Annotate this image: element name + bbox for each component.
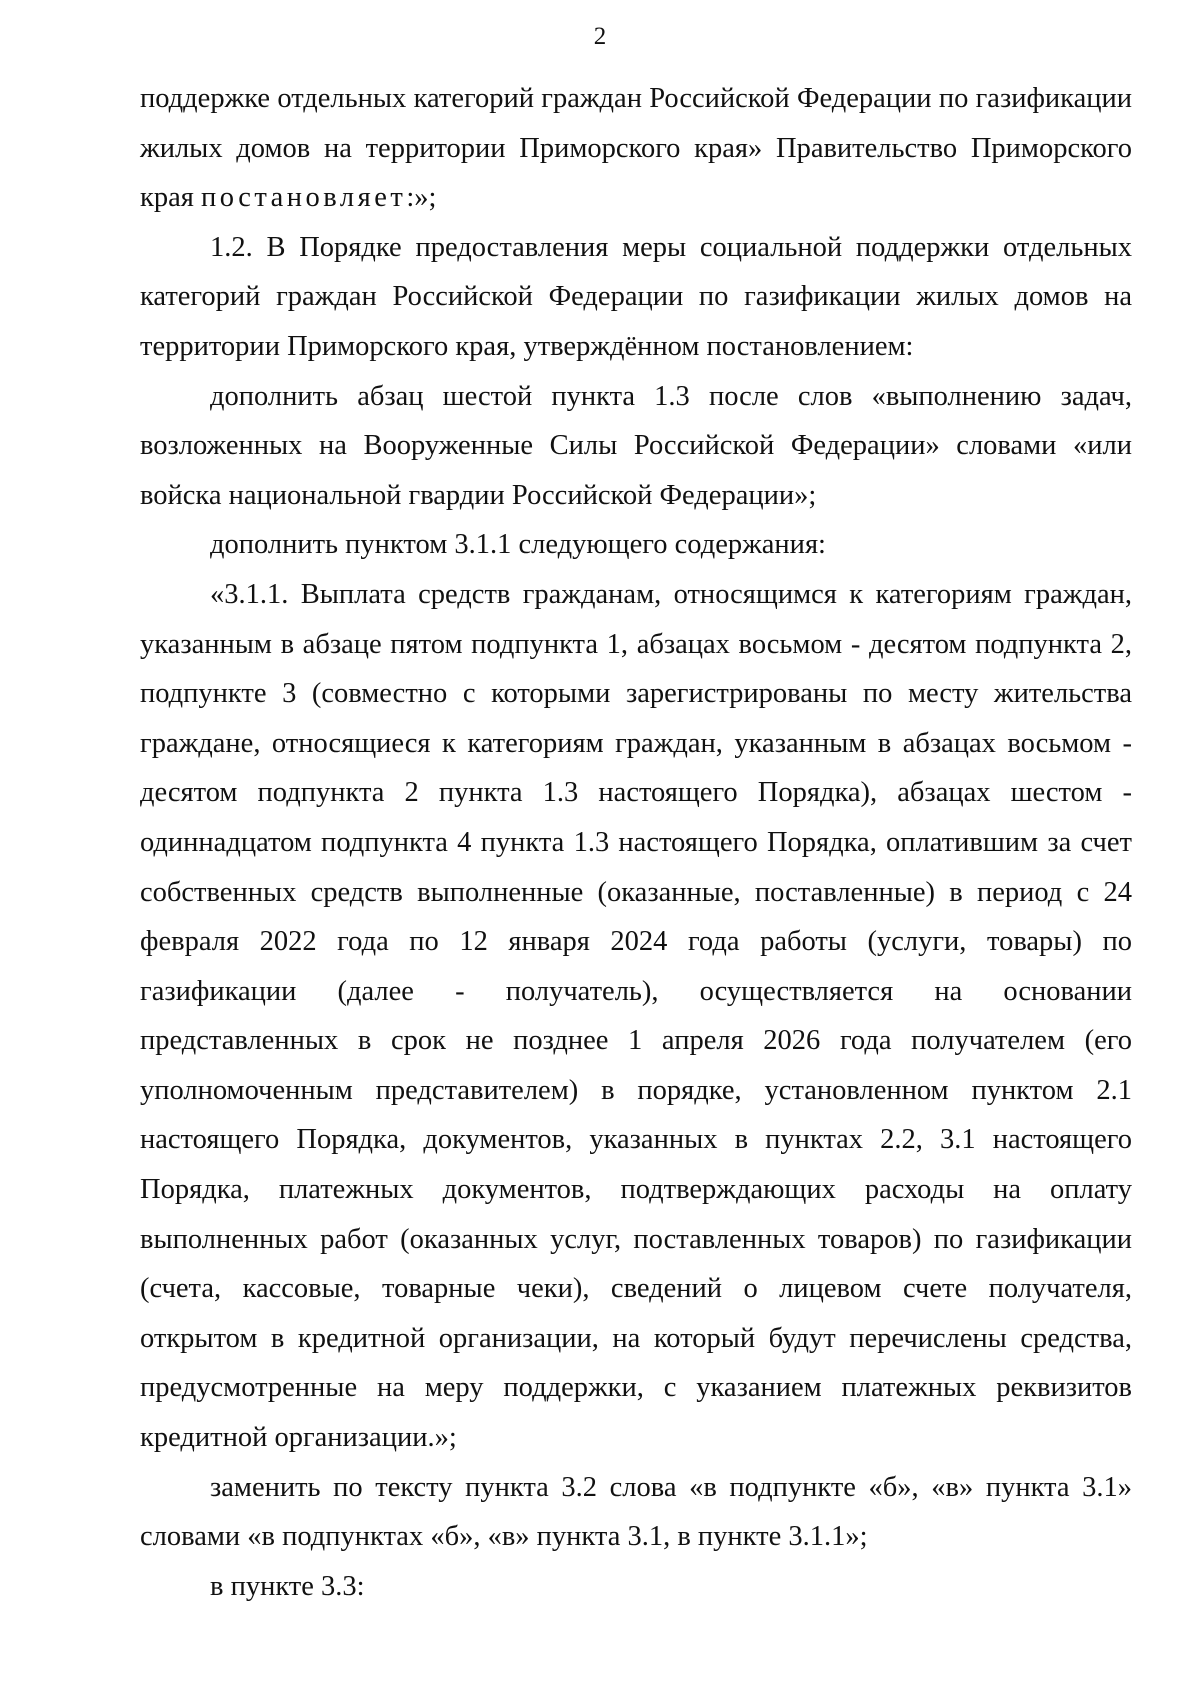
paragraph-amend-1-3: дополнить абзац шестой пункта 1.3 после слов «выполнению задач, возложенных на Вооруженные Силы Российской Федерации» словами «или войска национальной гвардии Российской Федерации»;	[140, 380, 1132, 511]
paragraph-quote-3-1-1: «3.1.1. Выплата средств гражданам, относящимся к категориям граждан, указанным в абзаце пятом подпункта 1, абзацах восьмом - десятом подпункта 2, подпункте 3 (совместно с которыми зарегистрированы по месту жительства граждане, относящиеся к категориям граждан, указанным в абзацах восьмом - десятом подпункта 2 пункта 1.3 настоящего Порядка), абзацах шестом - одиннадцатом подпункта 4 пункта 1.3 настоящего Порядка, оплатившим за счет собственных средств выполненные (оказанные, поставленные) в период с 24 февраля 2022 года по 12 января 2024 года работы (услуги, товары) по газификации (далее - получатель), осуществляется на основании представленных в срок не позднее 1 апреля 2026 года получателем (его уполномоченным представителем) в порядке, установленном пунктом 2.1 настоящего Порядка, документов, указанных в пунктах 2.2, 3.1 настоящего Порядка, платежных документов, подтверждающих расходы на оплату выполненных работ (оказанных услуг, поставленных товаров) по газификации (счета, кассовые, товарные чеки), сведений о лицевом счете получателя, открытом в кредитной организации, на который будут перечислены средства, предусмотренные на меру поддержки, с указанием платежных реквизитов кредитной организации.»;	[140, 578, 1132, 1454]
spaced-emphasis-text: постановляет	[200, 182, 407, 214]
paragraph-continuation	[140, 74, 1132, 223]
page-number: 2	[593, 23, 607, 50]
paragraph-item-3-3: в пункте 3.3:	[210, 1570, 365, 1602]
paragraph-replace-3-2: заменить по тексту пункта 3.2 слова «в подпункте «б», «в» пункта 3.1» словами «в подпунктах «б», «в» пункта 3.1, в пункте 3.1.1»;	[140, 1471, 1132, 1553]
document-body	[140, 74, 1132, 1611]
paragraph-1-2: 1.2. В Порядке предоставления меры социальной поддержки отдельных категорий граждан Российской Федерации по газификации жилых домов на территории Приморского края, утверждённом постановлением:	[140, 231, 1132, 362]
paragraph-text-end: :»;	[406, 182, 437, 214]
paragraph-text: поддержке отдельных категорий граждан Российской Федерации по газификации жилых домов на территории Приморского края» Правительство Приморского края	[140, 83, 1132, 214]
paragraph-add-3-1-1: дополнить пунктом 3.1.1 следующего содержания:	[210, 529, 826, 561]
